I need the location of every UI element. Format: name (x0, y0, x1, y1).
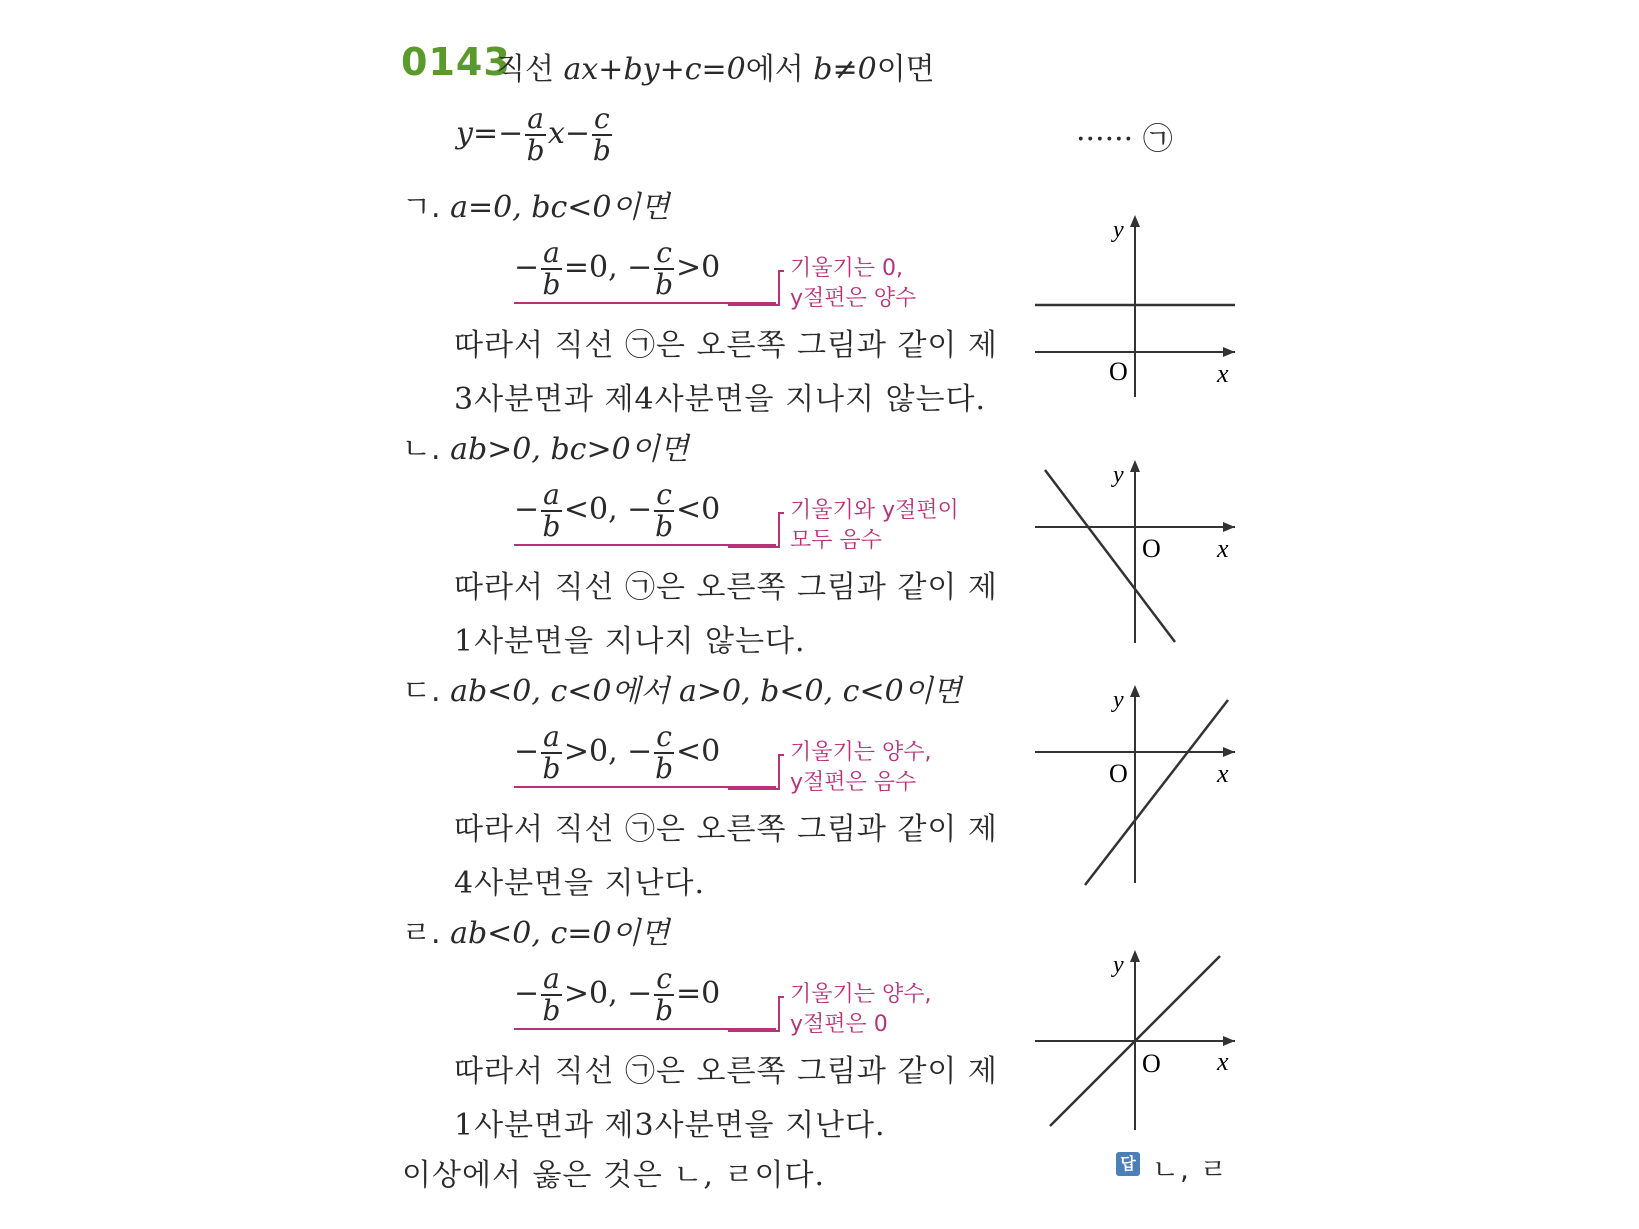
answer-value: ㄴ, ㄹ (1152, 1153, 1228, 1186)
equation-tag: ······ ㉠ (1076, 122, 1173, 157)
item-explanation-line: 따라서 직선 ㉠은 오른쪽 그림과 같이 제 (454, 812, 998, 847)
item-explanation-line: 3사분면과 제4사분면을 지나지 않는다. (454, 382, 987, 417)
item-explanation-line: 4사분면을 지난다. (454, 866, 706, 901)
item-condition: ㄷ. ab<0, c<0에서 a>0, b<0, c<0이면 (402, 674, 962, 709)
intro-equation: ax+by+c=0 (563, 52, 746, 87)
line-graph (1085, 700, 1228, 885)
conclusion: 이상에서 옳은 것은 ㄴ, ㄹ이다. (402, 1158, 825, 1193)
graph-item-1 (1035, 215, 1245, 405)
intro-text: 이면 (876, 52, 935, 87)
y-axis-arrow (1130, 215, 1140, 227)
y-label: y (1113, 217, 1124, 243)
y-axis-arrow (1130, 950, 1140, 962)
item-explanation-line: 따라서 직선 ㉠은 오른쪽 그림과 같이 제 (454, 328, 998, 363)
origin-label: O (1109, 357, 1128, 386)
x-axis-arrow (1223, 747, 1235, 757)
item-inequality: − $\frac{a}{b}$ >0, − $\frac{c}{b}$ <0 (514, 720, 721, 785)
origin-label: O (1142, 534, 1161, 563)
origin-label: O (1142, 1049, 1161, 1078)
problem-number: 0143 (401, 40, 511, 84)
item-explanation-line: 1사분면과 제3사분면을 지난다. (454, 1108, 886, 1143)
intro-text: 직선 (496, 52, 564, 87)
y-axis-arrow (1130, 460, 1140, 472)
x-label: x (1217, 1047, 1229, 1076)
item-explanation-line: 따라서 직선 ㉠은 오른쪽 그림과 같이 제 (454, 570, 998, 605)
item-inequality: − $\frac{a}{b}$ =0, − $\frac{c}{b}$ >0 (514, 236, 721, 301)
main-equation: y=− $\frac{a}{b}$ x− $\frac{c}{b}$ (456, 102, 611, 167)
intro-text: 에서 (745, 52, 814, 87)
item-condition: ㄹ. ab<0, c=0이면 (402, 916, 670, 951)
graph-item-3 (1035, 685, 1245, 890)
x-axis-arrow (1223, 1036, 1235, 1046)
item-inequality: − $\frac{a}{b}$ <0, − $\frac{c}{b}$ <0 (514, 478, 721, 543)
item-condition: ㄱ. a=0, bc<0이면 (402, 190, 670, 225)
origin-label: O (1109, 759, 1128, 788)
x-label: x (1217, 359, 1229, 388)
graph-item-4 (1035, 950, 1245, 1135)
item-annotation: 기울기는 양수, y절편은 0 (790, 982, 932, 1037)
item-annotation: 기울기와 y절편이 모두 음수 (790, 498, 959, 553)
answer-icon: 답 (1116, 1152, 1140, 1176)
item-annotation: 기울기는 양수, y절편은 음수 (790, 740, 932, 795)
item-annotation: 기울기는 0, y절편은 양수 (790, 256, 917, 311)
item-explanation-line: 1사분면을 지나지 않는다. (454, 624, 806, 659)
x-axis-arrow (1223, 347, 1235, 357)
item-explanation-line: 따라서 직선 ㉠은 오른쪽 그림과 같이 제 (454, 1054, 998, 1089)
graph-item-2 (1035, 460, 1245, 650)
problem-intro (496, 44, 935, 88)
x-label: x (1217, 534, 1229, 563)
y-label: y (1113, 952, 1124, 978)
item-inequality: − $\frac{a}{b}$ >0, − $\frac{c}{b}$ =0 (514, 962, 721, 1027)
intro-condition: b≠0 (813, 52, 877, 87)
item-condition: ㄴ. ab>0, bc>0이면 (402, 432, 689, 467)
y-label: y (1113, 462, 1124, 488)
x-label: x (1217, 759, 1229, 788)
y-axis-arrow (1130, 685, 1140, 697)
y-label: y (1113, 687, 1124, 713)
x-axis-arrow (1223, 522, 1235, 532)
